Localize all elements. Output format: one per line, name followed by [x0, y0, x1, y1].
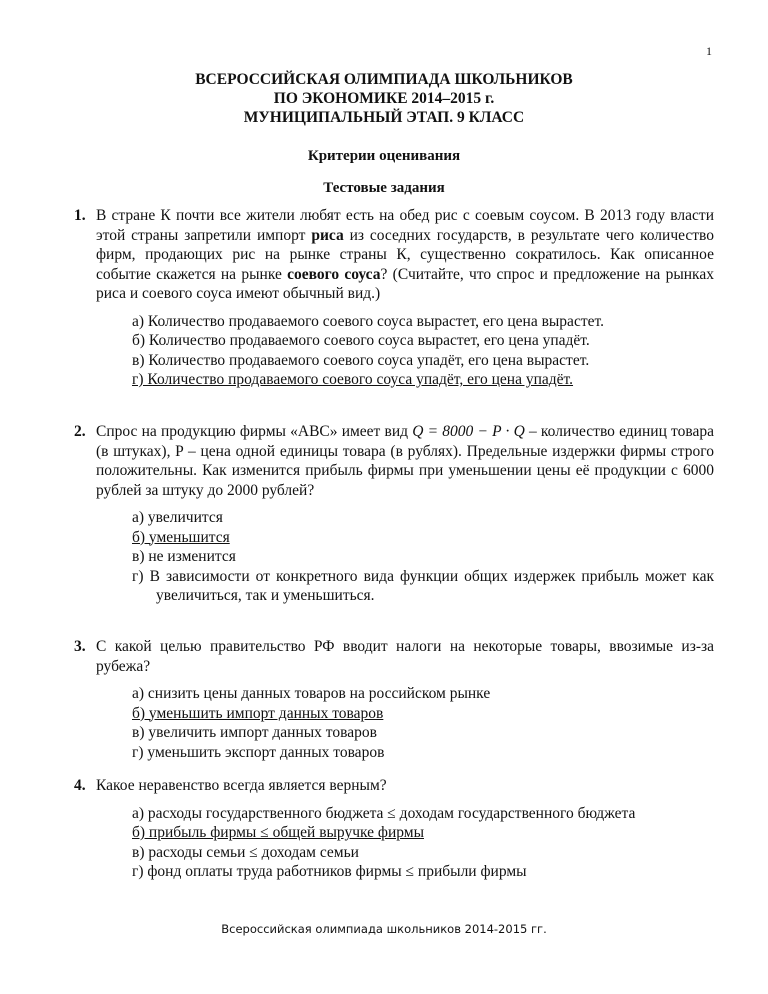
- option-a: а) снизить цены данных товаров на российском рынке: [132, 685, 491, 702]
- page-number: 1: [706, 44, 712, 58]
- option-b-correct: б) уменьшить импорт данных товаров: [132, 704, 384, 722]
- question-number: 4.: [74, 777, 86, 794]
- option-d: г) фонд оплаты труда работников фирмы ≤ прибыли фирмы: [132, 863, 527, 880]
- question-number: 1.: [74, 207, 86, 224]
- question-1: [74, 206, 714, 390]
- question-2: [74, 422, 714, 606]
- option-c: в) расходы семьи ≤ доходам семьи: [132, 843, 359, 861]
- question-text: Спрос на продукцию фирмы «АВС» имеет вид Q = 8000 − P · Q – количество единиц товара (в штуках), P – цена одной единицы товара (в рублях). Предельные издержки фирмы строго положительны. Как изменится прибыль фирмы при уменьшении цены её продукции с 6000 рублей за штуку до 2000 рублей?: [96, 423, 714, 499]
- option-a: а) Количество продаваемого соевого соуса вырастет, его цена вырастет.: [132, 312, 604, 330]
- option-d: г) уменьшить экспорт данных товаров: [132, 743, 385, 761]
- options-list: [132, 312, 714, 390]
- header-line-2: ПО ЭКОНОМИКЕ 2014–2015 г.: [273, 90, 495, 107]
- options-list: [132, 508, 714, 606]
- option-c: в) Количество продаваемого соевого соуса упадёт, его цена вырастет.: [132, 351, 590, 369]
- question-4: [74, 776, 714, 882]
- section-title: Тестовые задания: [323, 180, 445, 196]
- option-b-correct: б) прибыль фирмы ≤ общей выручке фирмы: [132, 824, 424, 841]
- option-d-correct: г) Количество продаваемого соевого соуса упадёт, его цена упадёт.: [132, 371, 574, 388]
- options-list: [132, 684, 714, 762]
- options-list: [132, 804, 714, 882]
- header-line-3: МУНИЦИПАЛЬНЫЙ ЭТАП. 9 КЛАСС: [243, 109, 525, 126]
- question-text: С какой целью правительство РФ вводит налоги на некоторые товары, ввозимые из-за рубежа?: [96, 638, 714, 675]
- demand-formula: Q = 8000 − P · Q: [412, 423, 525, 440]
- option-c: в) увеличить импорт данных товаров: [132, 724, 377, 741]
- option-a: а) увеличится: [132, 509, 223, 526]
- option-c: в) не изменится: [132, 548, 236, 565]
- document-header: [0, 70, 768, 127]
- option-a: а) расходы государственного бюджета ≤ доходам государственного бюджета: [132, 804, 636, 822]
- option-b-correct: б) уменьшится: [132, 528, 230, 546]
- question-number: 3.: [74, 638, 86, 655]
- header-line-1: ВСЕРОССИЙСКАЯ ОЛИМПИАДА ШКОЛЬНИКОВ: [195, 71, 573, 88]
- question-3: [74, 637, 714, 762]
- criteria-title: Критерии оценивания: [307, 148, 461, 164]
- question-text: Какое неравенство всегда является верным?: [96, 777, 387, 794]
- page-footer: Всероссийская олимпиада школьников 2014-2015 гг.: [221, 922, 547, 936]
- question-text: В стране К почти все жители любят есть на обед рис с соевым соусом. В 2013 году власти этой страны запретили импорт риса из соседних государств, в результате чего количество фирм, продающих рис на рынке страны К, существенно сократилось. Как описанное событие скажется на рынке соевого соуса? (Считайте, что спрос и предложение на рынках риса и соевого соуса имеют обычный вид.): [96, 207, 714, 302]
- question-number: 2.: [74, 423, 86, 440]
- option-d: г) В зависимости от конкретного вида функции общих издержек прибыль может как увеличиться, так и уменьшиться.: [132, 567, 714, 604]
- option-b: б) Количество продаваемого соевого соуса вырастет, его цена упадёт.: [132, 332, 590, 349]
